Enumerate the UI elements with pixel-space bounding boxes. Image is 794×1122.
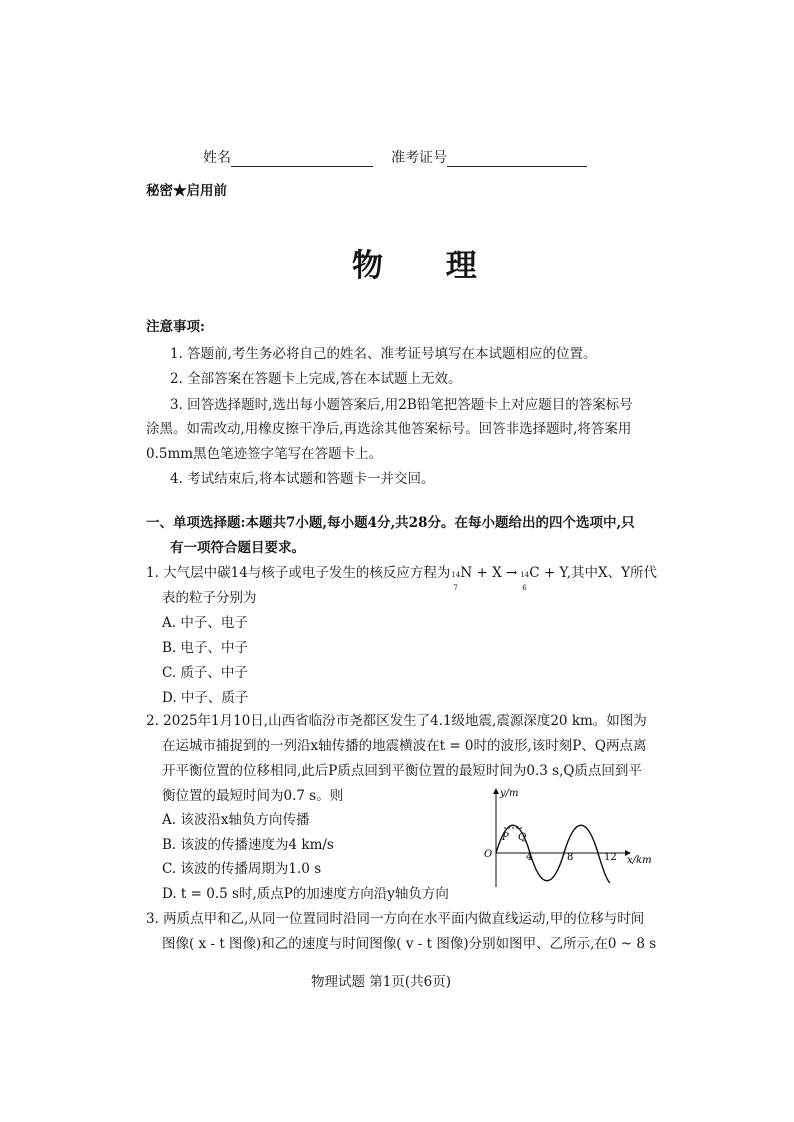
name-field [203, 147, 373, 167]
nuclide-c-mass: 14 [520, 571, 530, 579]
question-1-stem-text: 1. 大气层中碳14与核子或电子发生的核反应方程为 [146, 565, 451, 581]
page-footer: 物理试题 第1页(共6页) [311, 974, 452, 990]
option-b: B. 该波的传播速度为4 km/s [162, 837, 334, 853]
nuclide-n-charge: 7 [453, 584, 458, 592]
question-2-stem-cont: 衡位置的最短时间为0.7 s。则 [162, 788, 344, 804]
point-p-label: P [502, 832, 509, 843]
option-d: D. t = 0.5 s时,质点P的加速度方向沿y轴负方向 [162, 886, 449, 902]
notice-item: 4. 考试结束后,将本试题和答题卡一并交回。 [170, 471, 435, 487]
exam-id-blank[interactable] [447, 152, 587, 167]
question-3-stem: 3. 两质点甲和乙,从同一位置同时沿同一方向在水平面内做直线运动,甲的位移与时间 [146, 911, 645, 927]
question-2-stem-cont: 开平衡位置的位移相同,此后P质点回到平衡位置的最短时间为0.3 s,Q质点回到平 [162, 763, 642, 779]
question-1-stem-tail: ,其中X、Y所代 [566, 565, 658, 581]
section-heading-cont: 有一项符合题目要求。 [170, 540, 305, 556]
question-1-stem [146, 565, 658, 592]
exam-id-label: 准考证号 [391, 150, 447, 166]
secret-line: 秘密★启用前 [146, 183, 227, 199]
option-c: C. 该波的传播周期为1.0 s [162, 861, 322, 877]
wave-figure [480, 785, 660, 895]
option-c: C. 质子、中子 [162, 665, 248, 681]
option-a: A. 中子、电子 [162, 615, 248, 631]
question-2-stem-cont: 在运城市捕捉到的一列沿x轴传播的地震横波在t = 0时的波形,该时刻P、Q两点离 [162, 738, 647, 754]
question-2-stem: 2. 2025年1月10日,山西省临汾市尧都区发生了4.1级地震,震源深度20 km。如图为 [146, 713, 647, 729]
notice-item: 0.5mm黑色笔迹签字笔写在答题卡上。 [146, 446, 383, 462]
x-axis-label: x/km [627, 855, 652, 866]
option-a: A. 该波沿x轴负方向传播 [162, 812, 310, 828]
tick-label-12: 12 [604, 852, 617, 863]
page-title: 物 理 [352, 248, 503, 284]
wave-curve [496, 825, 610, 883]
option-b: B. 电子、中子 [162, 640, 249, 656]
notice-item: 2. 全部答案在答题卡上完成,答在本试题上无效。 [170, 371, 462, 387]
option-d: D. 中子、质子 [162, 690, 249, 706]
nuclide-n-mass: 14 [451, 571, 461, 579]
question-3-stem-cont: 图像( x - t 图像)和乙的速度与时间图像( v - t 图像)分别如图甲、乙所示,在0 ~ 8 s [162, 936, 657, 952]
question-1-stem-cont: 表的粒子分别为 [162, 590, 257, 606]
name-blank[interactable] [231, 152, 373, 167]
section-heading: 一、单项选择题:本题共7小题,每小题4分,共28分。在每小题给出的四个选项中,只 [146, 515, 635, 531]
equation-left: N + X → [460, 565, 518, 581]
equation-right: C + Y [529, 565, 567, 581]
tick-label-4: 4 [526, 852, 533, 863]
notice-item: 3. 回答选择题时,选出每小题答案后,用2B铅笔把答题卡上对应题目的答案标号 [170, 397, 633, 413]
exam-id-field [391, 147, 587, 167]
notice-heading: 注意事项: [146, 319, 205, 335]
notice-item: 1. 答题前,考生务必将自己的姓名、准考证号填写在本试题相应的位置。 [170, 346, 597, 362]
point-q-label: Q [518, 832, 527, 843]
name-label: 姓名 [203, 150, 231, 166]
tick-label-8: 8 [567, 852, 574, 863]
notice-item: 涂黑。如需改动,用橡皮擦干净后,再选涂其他答案标号。回答非选择题时,将答案用 [146, 421, 632, 437]
y-axis-label: y/m [500, 788, 519, 799]
origin-label: O [484, 849, 493, 860]
nuclide-c-charge: 6 [522, 584, 527, 592]
